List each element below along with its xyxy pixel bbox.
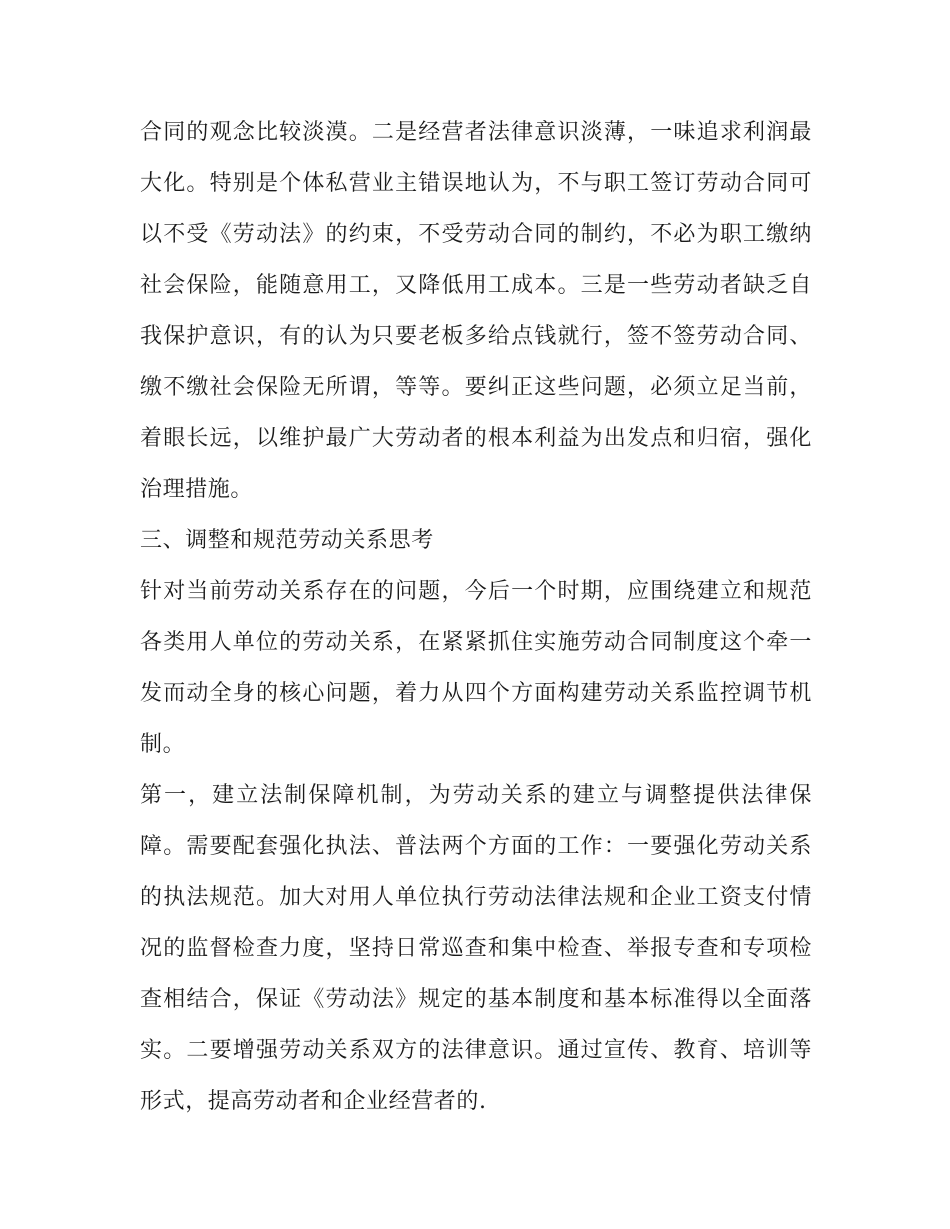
section-heading: 三、调整和规范劳动关系思考 bbox=[140, 528, 434, 553]
paragraph-intro: 针对当前劳动关系存在的问题，今后一个时期，应围绕建立和规范各类用人单位的劳动关系，在紧紧抓住实施劳动合同制度这个牵一发而动全身的核心问题，着力从四个方面构建劳动关系监控调节机制。 bbox=[140, 579, 812, 757]
document-page bbox=[140, 107, 812, 1127]
paragraph-first-mechanism: 第一，建立法制保障机制，为劳动关系的建立与调整提供法律保障。需要配套强化执法、普法两个方面的工作：一要强化劳动关系的执法规范。加大对用人单位执行劳动法律法规和企业工资支付情况的监督检查力度，坚持日常巡查和集中检查、举报专查和专项检查相结合，保证《劳动法》规定的基本制度和基本标准得以全面落实。二要增强劳动关系双方的法律意识。通过宣传、教育、培训等形式，提高劳动者和企业经营者的. bbox=[140, 783, 812, 1114]
paragraph-continuation: 合同的观念比较淡漠。二是经营者法律意识淡薄，一味追求利润最大化。特别是个体私营业主错误地认为，不与职工签订劳动合同可以不受《劳动法》的约束，不受劳动合同的制约，不必为职工缴纳社会保险，能随意用工，又降低用工成本。三是一些劳动者缺乏自我保护意识，有的认为只要老板多给点钱就行，签不签劳动合同、缴不缴社会保险无所谓，等等。要纠正这些问题，必须立足当前，着眼长远，以维护最广大劳动者的根本利益为出发点和归宿，强化治理措施。 bbox=[140, 120, 812, 502]
